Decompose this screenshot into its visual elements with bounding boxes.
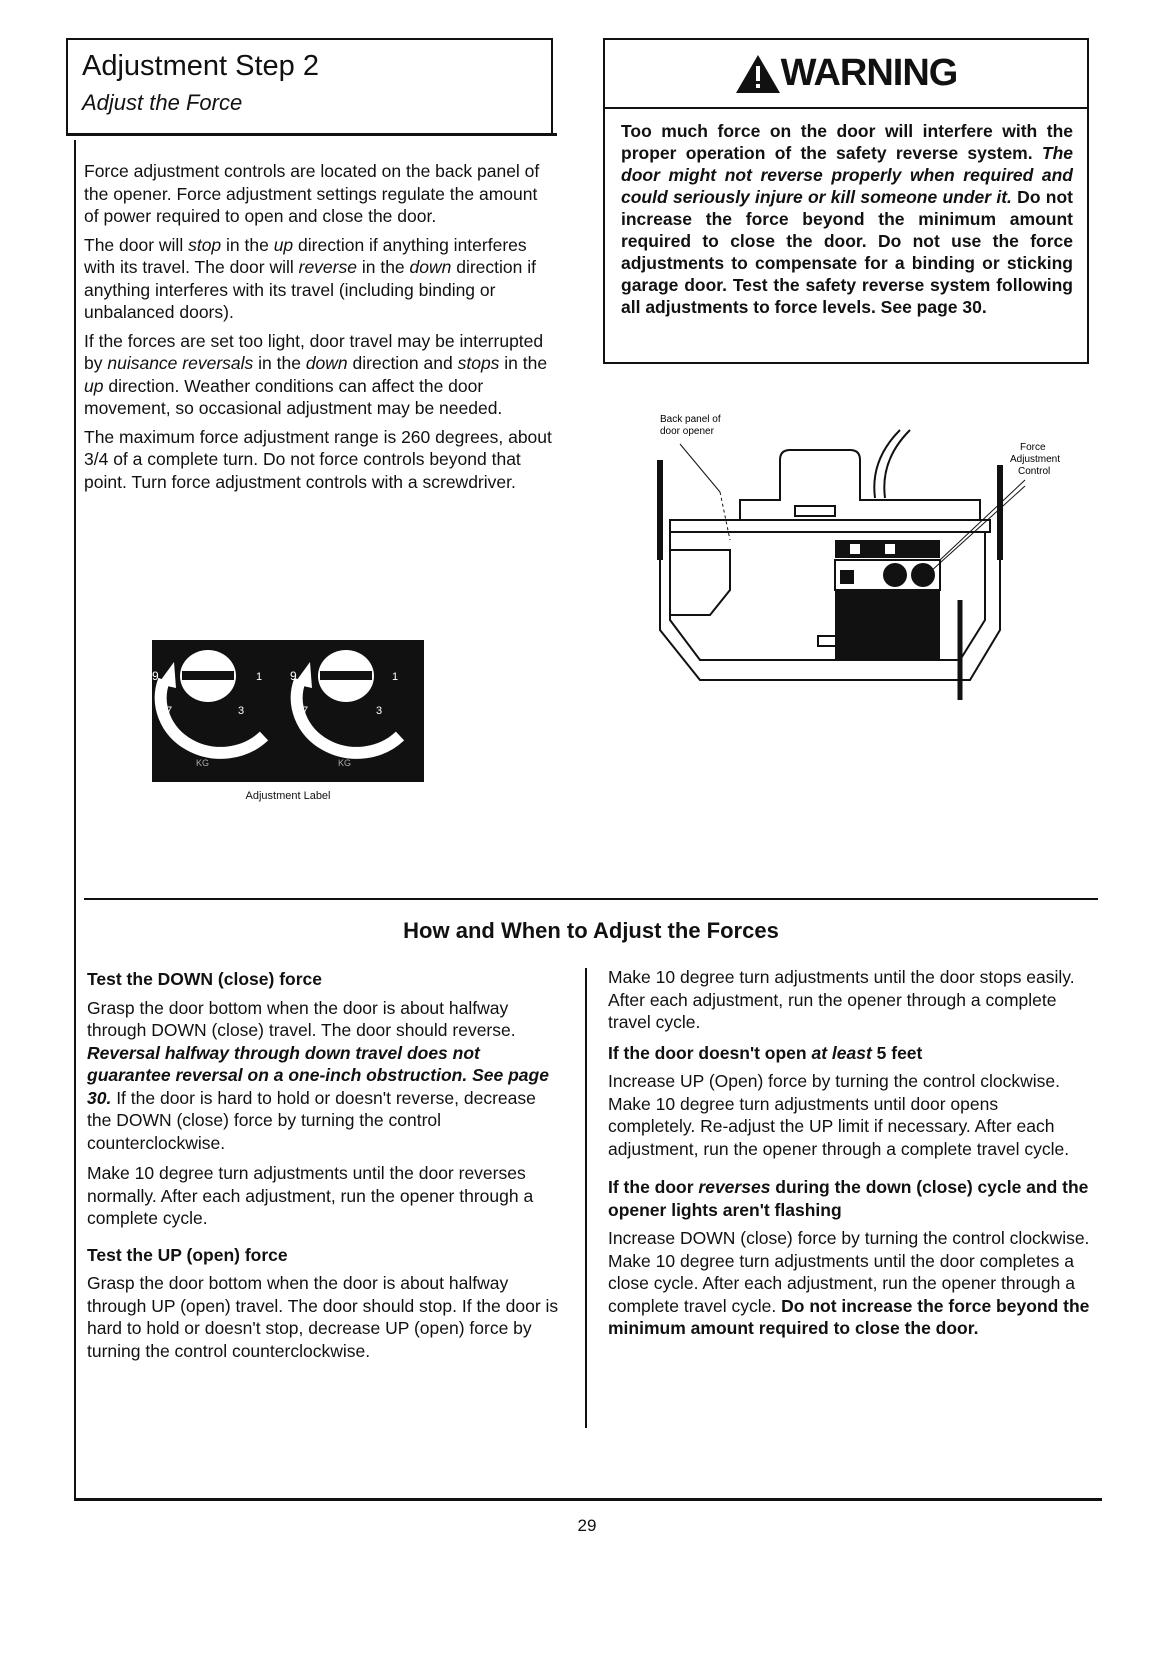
intro-paragraph-4: The maximum force adjustment range is 260 degrees, about 3/4 of a complete turn. Do not force controls beyond that point. Turn force adjustment controls with a screwdriver. (84, 426, 552, 492)
warning-text: Too much force on the door will interfere with the proper operation of the safety reverse system. The door might not reverse properly when required and could seriously injure or kill someone under it. Do not increase the force beyond the minimum amount required to close the door. Do not use the force adjustments to compensate for a binding or sticking garage door. Test the safety reverse system following all adjustments to force levels. See page 30. (621, 121, 1073, 317)
back-panel-diagram (640, 410, 1080, 720)
svg-text:KG: KG (338, 758, 352, 768)
svg-text:Adjustment: Adjustment (1010, 454, 1061, 465)
step-header-box (66, 38, 553, 135)
svg-text:KG: KG (196, 758, 210, 768)
step-title: Adjustment Step 2 (82, 50, 319, 82)
reverses-paragraph: Increase DOWN (close) force by turning the control clockwise. Make 10 degree turn adjustments until the door completes a close cycle. After each adjustment, run the opener through a complete travel cycle. Do not increase the force beyond the minimum amount required to close the door. (608, 1228, 1090, 1338)
reverses-heading: If the door reverses during the down (close) cycle and the opener lights aren't flashing (608, 1177, 1089, 1220)
warning-title: WARNING (780, 52, 958, 94)
down-force-paragraph: Grasp the door bottom when the door is about halfway through DOWN (close) travel. The door should reverse. Reversal halfway through down travel does not guarantee reversal on a one-inch obstruction. See page 30. If the door is hard to hold or doesn't reverse, decrease the DOWN (close) force by turning the control counterclockwise. (87, 997, 549, 1153)
svg-text:Back panel of: Back panel of (660, 414, 721, 425)
svg-text:7: 7 (166, 705, 173, 717)
adjustment-label-caption: Adjustment Label (245, 790, 331, 802)
column-left (87, 968, 562, 1370)
frame-left-line (74, 140, 76, 1500)
svg-text:Control: Control (1018, 466, 1051, 477)
svg-text:door opener: door opener (660, 426, 714, 437)
step-subtitle: Adjust the Force (82, 90, 243, 115)
down-force-adjust-paragraph: Make 10 degree turn adjustments until the door reverses normally. After each adjustment, run the opener through a complete cycle. (87, 1163, 534, 1228)
svg-text:3: 3 (376, 705, 383, 717)
column-divider (585, 968, 587, 1428)
warning-box (603, 38, 1089, 364)
intro-paragraph-2: The door will stop in the up direction if anything interferes with its travel. The door will reverse in the down direction if anything interferes with its travel (including binding or unbalanced doors). (84, 234, 536, 322)
section-divider (84, 898, 1098, 900)
doesnt-open-heading: If the door doesn't open at least 5 feet (608, 1042, 923, 1063)
intro-text (84, 160, 554, 499)
svg-text:Force: Force (1020, 442, 1046, 453)
up-force-heading: Test the UP (open) force (87, 1244, 288, 1265)
doesnt-open-paragraph: Increase UP (Open) force by turning the control clockwise. Make 10 degree turn adjustments until door opens completely. Re-adjust the UP limit if necessary. After each adjustment, run the opener through a complete travel cycle. (608, 1071, 1070, 1159)
svg-text:5: 5 (204, 724, 210, 735)
up-force-paragraph: Grasp the door bottom when the door is about halfway through UP (open) travel. The door should stop. If the door is hard to hold or doesn't stop, decrease UP (open) force by turning the control counterclockwise. (87, 1273, 559, 1361)
warning-triangle-icon (735, 54, 781, 94)
svg-text:9: 9 (152, 669, 159, 683)
svg-text:7: 7 (302, 705, 309, 717)
svg-text:1: 1 (256, 671, 263, 683)
svg-text:1: 1 (392, 671, 399, 683)
intro-paragraph-3: If the forces are set too light, door travel may be interrupted by nuisance reversals in the down direction and stops in the up direction. Weather conditions can affect the door movement, so occasional adjustment may be needed. (84, 330, 548, 418)
down-force-heading: Test the DOWN (close) force (87, 969, 322, 989)
svg-text:5: 5 (340, 724, 346, 735)
adjustment-label-image (152, 640, 424, 782)
intro-paragraph-1: Force adjustment controls are located on the back panel of the opener. Force adjustment settings regulate the amount of power required to open and close the door. (84, 161, 540, 226)
column-right (608, 966, 1090, 1348)
section-heading: How and When to Adjust the Forces (403, 918, 779, 943)
page-number: 29 (577, 1516, 597, 1535)
warning-header (605, 40, 1087, 109)
adjustment-dials-svg (152, 640, 424, 782)
up-adjust-paragraph: Make 10 degree turn adjustments until the door stops easily. After each adjustment, run the opener through a complete travel cycle. (608, 967, 1075, 1032)
svg-text:3: 3 (238, 705, 245, 717)
svg-text:9: 9 (290, 669, 297, 683)
frame-bottom-line (74, 1498, 1102, 1501)
